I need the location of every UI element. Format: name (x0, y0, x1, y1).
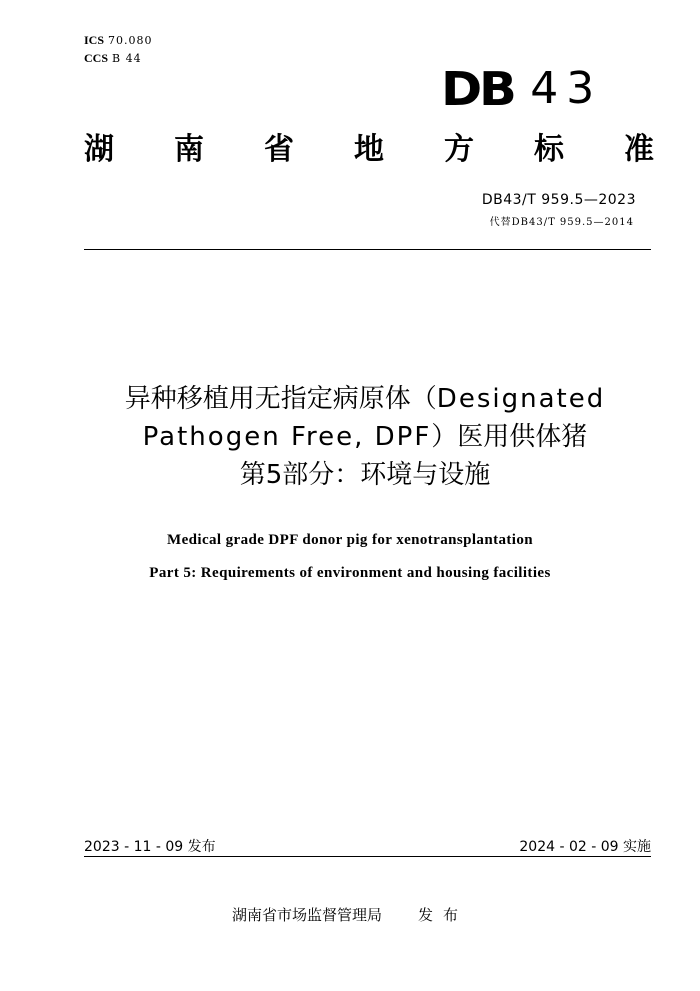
ics-code (84, 33, 153, 48)
english-title-line-2: Part 5: Requirements of environment and housing facilities (149, 565, 551, 581)
title-char: 省 (264, 132, 294, 167)
issuer (0, 904, 700, 925)
title-line1-en: Designated (436, 384, 606, 414)
ccs-code (84, 51, 142, 66)
english-title-line-1: Medical grade DPF donor pig for xenotransplantation (167, 532, 533, 548)
chinese-title-line-1 (70, 380, 660, 418)
replaces-prefix: 代替 (489, 217, 512, 228)
standard-number: DB43/T 959.5—2023 (481, 192, 636, 208)
issuer-name: 湖南省市场监督管理局 (231, 906, 382, 924)
ccs-label: CCS (84, 51, 109, 65)
db-logo (441, 62, 603, 116)
db-mark: DB (441, 62, 514, 116)
publish-date: 2023 - 11 - 09 发布 (84, 839, 216, 855)
chinese-title-line-3: 第5部分：环境与设施 (239, 460, 491, 490)
title-line2-cn: ）医用供体猪 (431, 422, 588, 452)
title-char: 湖 (84, 132, 114, 167)
ics-label: ICS (84, 33, 105, 47)
title-char: 地 (354, 132, 384, 167)
db-number: 43 (530, 63, 603, 114)
footer-divider (84, 856, 651, 857)
ccs-value: B 44 (112, 52, 142, 65)
chinese-title (70, 380, 660, 494)
implement-date: 2024 - 02 - 09 实施 (519, 839, 651, 855)
title-line2-en: Pathogen Free, DPF (142, 422, 432, 452)
title-char: 南 (174, 132, 204, 167)
replaces-standard (490, 213, 634, 228)
title-char: 准 (624, 132, 654, 167)
header-divider (84, 249, 651, 250)
standard-category-title (84, 130, 654, 170)
chinese-title-line-2 (70, 418, 660, 456)
title-char: 标 (534, 132, 564, 167)
replaces-number: DB43/T 959.5—2014 (511, 217, 634, 228)
title-line1-cn: 异种移植用无指定病原体（ (124, 384, 437, 414)
title-char: 方 (444, 132, 474, 167)
ics-value: 70.080 (108, 34, 153, 47)
issuer-action: 发布 (418, 906, 469, 924)
